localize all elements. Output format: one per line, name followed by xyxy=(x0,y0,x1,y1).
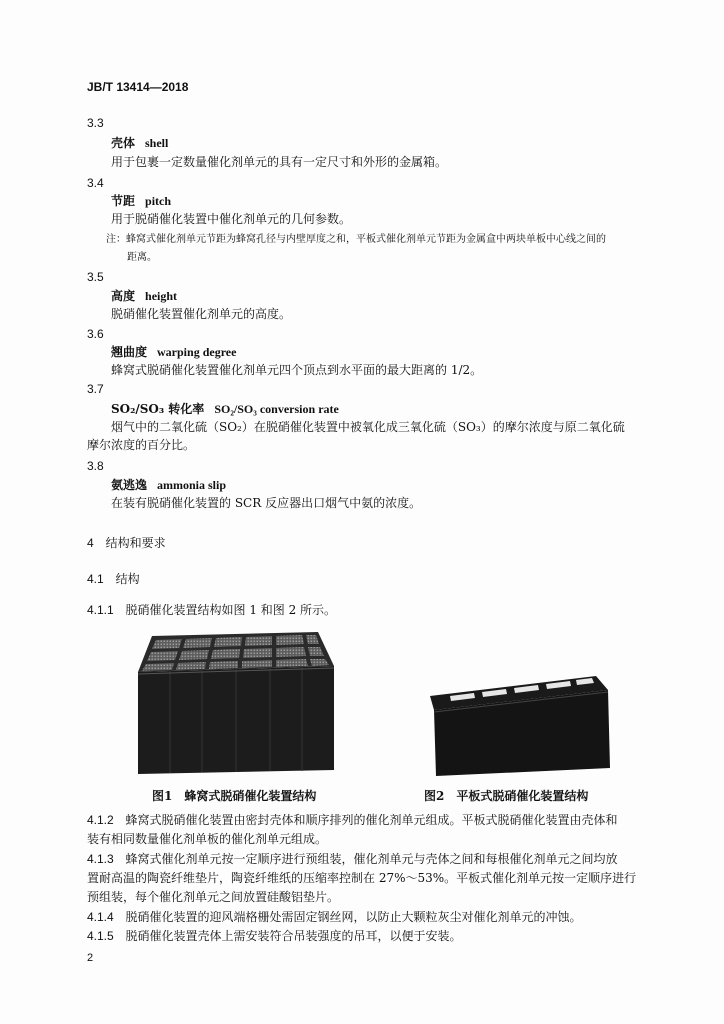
clause-text-cont: 置耐高温的陶瓷纤维垫片，陶瓷纤维纸的压缩率控制在 27%～53%。平板式催化剂单元按一定顺序进行 xyxy=(87,871,637,885)
term-note: 注：蜂窝式催化剂单元节距为蜂窝孔径与内壁厚度之和，平板式催化剂单元节距为金属盒中两块单板中心线之间的 xyxy=(106,234,606,245)
figure-caption: 图1 蜂窝式脱硝催化装置结构 xyxy=(152,789,317,803)
term-cn: 高度 xyxy=(111,289,136,303)
term-en: height xyxy=(145,289,178,303)
term-definition-cont: 摩尔浓度的百分比。 xyxy=(87,438,196,452)
subsection-heading: 4.1 结构 xyxy=(87,572,140,586)
clause-text: 蜂窝式脱硝催化装置由密封壳体和顺序排列的催化剂单元组成。平板式脱硝催化装置由壳体和 xyxy=(125,813,618,827)
term-en: shell xyxy=(145,136,169,150)
clause-text: 脱硝催化装置壳体上需安装符合吊装强度的吊耳，以便于安装。 xyxy=(125,929,462,943)
term-note-cont: 距离。 xyxy=(127,252,157,263)
clause-number: 4.1.2 xyxy=(87,813,114,827)
term-definition: 在装有脱硝催化装置的 SCR 反应器出口烟气中氨的浓度。 xyxy=(111,496,422,510)
standard-code: JB/T 13414—2018 xyxy=(87,80,189,94)
clause-number: 4.1.3 xyxy=(87,852,114,866)
term-heading xyxy=(111,194,171,208)
term-heading xyxy=(111,402,339,416)
term-definition: 蜂窝式脱硝催化装置催化剂单元四个顶点到水平面的最大距离的 1/2。 xyxy=(111,363,483,377)
term-heading xyxy=(111,345,236,359)
section-heading: 4 结构和要求 xyxy=(87,536,166,550)
term-en: warping degree xyxy=(157,345,237,359)
term-cn: SO₂/SO₃ 转化率 xyxy=(111,402,205,416)
term-cn: 氨逃逸 xyxy=(111,478,148,492)
figure-caption: 图2 平板式脱硝催化装置结构 xyxy=(424,789,589,803)
term-number: 3.5 xyxy=(87,270,104,284)
clause xyxy=(87,813,618,827)
term-cn: 节距 xyxy=(111,194,136,208)
clause-number: 4.1.4 xyxy=(87,910,114,924)
term-cn: 翘曲度 xyxy=(111,345,148,359)
clause xyxy=(87,603,336,617)
term-definition: 脱硝催化装置催化剂单元的高度。 xyxy=(111,307,292,321)
term-en: pitch xyxy=(145,194,172,208)
term-number: 3.7 xyxy=(87,382,104,396)
clause-text-cont: 预组装，每个催化剂单元之间放置硅酸铝垫片。 xyxy=(87,890,340,904)
term-definition: 用于脱硝催化装置中催化剂单元的几何参数。 xyxy=(111,212,352,226)
clause-text: 脱硝催化装置的迎风端格栅处需固定钢丝网，以防止大颗粒灰尘对催化剂单元的冲蚀。 xyxy=(125,910,582,924)
term-definition: 烟气中的二氧化硫（SO₂）在脱硝催化装置中被氧化成三氧化硫（SO₃）的摩尔浓度与原二氧化硫 xyxy=(111,420,625,434)
term-en: ammonia slip xyxy=(157,478,227,492)
clause-text: 脱硝催化装置结构如图 1 和图 2 所示。 xyxy=(125,603,337,617)
term-en: SO₂/SO₃ conversion rate xyxy=(214,402,339,416)
term-cn: 壳体 xyxy=(111,136,136,150)
clause-text: 蜂窝式催化剂单元按一定顺序进行预组装，催化剂单元与壳体之间和每根催化剂单元之间均放 xyxy=(125,852,618,866)
term-heading xyxy=(111,289,177,303)
page-number: 2 xyxy=(87,952,94,964)
term-definition: 用于包裹一定数量催化剂单元的具有一定尺寸和外形的金属箱。 xyxy=(111,155,448,169)
term-number: 3.4 xyxy=(87,176,104,190)
honeycomb-catalyst-figure xyxy=(130,628,340,778)
plate-catalyst-figure xyxy=(420,672,616,778)
term-number: 3.3 xyxy=(87,116,104,130)
clause-text-cont: 装有相同数量催化剂单板的催化剂单元组成。 xyxy=(87,832,328,846)
clause xyxy=(87,852,618,866)
clause xyxy=(87,910,582,924)
clause-number: 4.1.5 xyxy=(87,929,114,943)
term-number: 3.6 xyxy=(87,327,104,341)
clause-number: 4.1.1 xyxy=(87,603,114,617)
clause xyxy=(87,929,462,943)
term-number: 3.8 xyxy=(87,459,104,473)
term-heading xyxy=(111,478,226,492)
term-heading xyxy=(111,136,168,150)
